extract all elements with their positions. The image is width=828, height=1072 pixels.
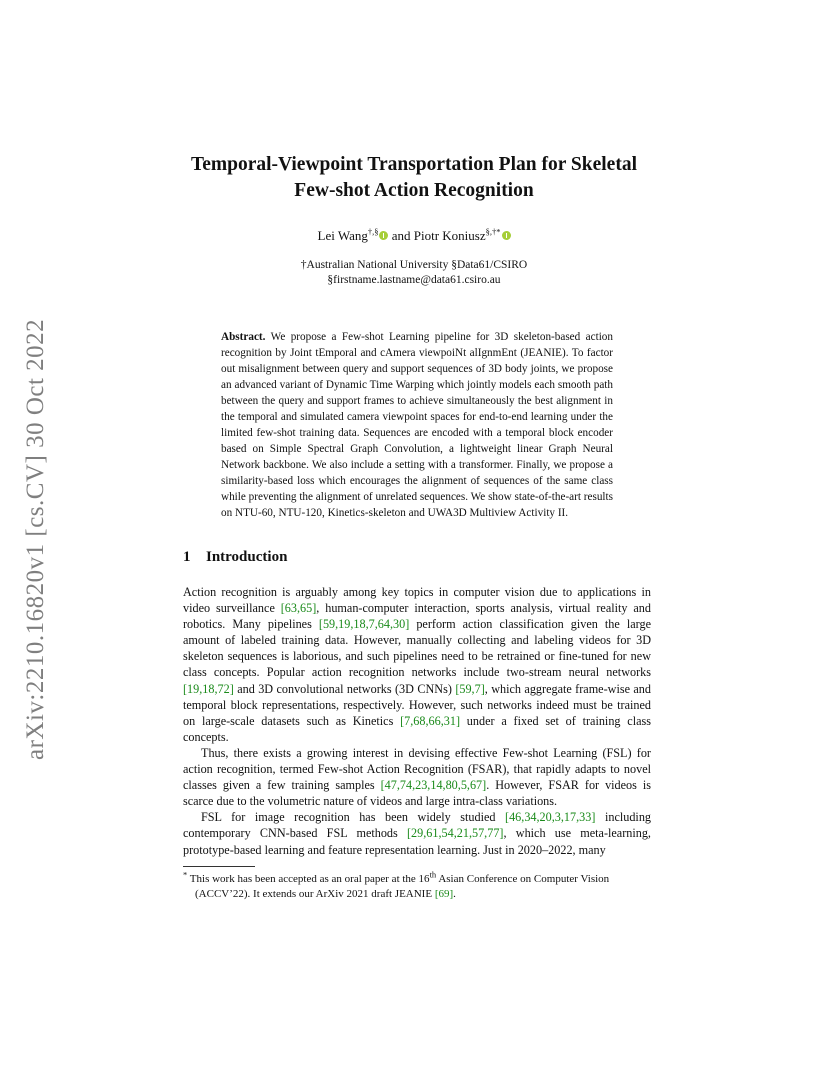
paragraph [183, 745, 651, 809]
abstract-label: Abstract. [221, 331, 266, 343]
citation-link[interactable]: [46,34,20,3,17,33] [505, 810, 596, 825]
text-run: including contemporary CNN-based FSL methods [183, 810, 652, 841]
text-run: under a fixed set of training class concepts. [183, 713, 651, 744]
citation-link[interactable]: [19,18,72] [183, 681, 234, 696]
author-name-2: Piotr Koniusz [413, 228, 486, 243]
body-text [183, 584, 651, 858]
citation-link[interactable]: [59,7] [455, 681, 485, 696]
section-title: Introduction [206, 549, 288, 565]
author-list [150, 228, 678, 244]
arxiv-identifier: arXiv:2210.16820v1 [cs.CV] 30 Oct 2022 [22, 318, 49, 760]
citation-link[interactable]: [47,74,23,14,80,5,67] [380, 778, 487, 793]
text-run: , human-computer interaction, sports analysis, virtual reality and robotics. Many pipelines [183, 601, 651, 632]
text-run: , which aggregate frame-wise and temporal block representations, respectively. However, such networks indeed must be trained on large-scale datasets such as Kinetics [183, 681, 651, 728]
affiliations [150, 258, 678, 288]
footnote-body [183, 869, 651, 902]
affiliation-line: †Australian National University §Data61/CSIRO [300, 259, 528, 271]
text-run: . [453, 888, 456, 900]
citation-link[interactable]: [69] [434, 888, 454, 900]
citation-link[interactable]: [7,68,66,31] [400, 713, 461, 728]
citation-link[interactable]: [29,61,54,21,57,77] [407, 826, 504, 841]
email-line: §firstname.lastname@data61.csiro.au [327, 274, 501, 286]
footnote-mark: * [183, 869, 188, 880]
author-conjunction: and [391, 228, 411, 243]
footnote [183, 869, 651, 902]
section-heading [183, 549, 287, 566]
citation-link[interactable]: [59,19,18,7,64,30] [318, 617, 410, 632]
author-name-1: Lei Wang [317, 228, 368, 243]
author-1-marks: †,§ [367, 226, 379, 237]
abstract [221, 329, 613, 521]
orcid-icon[interactable] [502, 231, 511, 240]
text-run: FSL for image recognition has been widely studied [201, 810, 506, 825]
paragraph [183, 584, 651, 745]
abstract-text: We propose a Few-shot Learning pipeline for 3D skeleton-based action recognition by Joint tEmporal and cAmera viewpoiNt alIgnmEnt (JEANIE). To factor out misalignment between query and support sequences of 3D body joints, we propose an advanced variant of Dynamic Time Warping which jointly models each smooth path between the query and support frames to achieve simultaneously the best alignment in the temporal and simulated camera viewpoint spaces for end-to-end learning under the limited few-shot training data. Sequences are encoded with a temporal block encoder based on Simple Spectral Graph Convolution, a lightweight linear Graph Neural Network backbone. We also include a setting with a transformer. Finally, we propose a similarity-based loss which encourages the alignment of sequences of the same class while preventing the alignment of unrelated sequences. We show state-of-the-art results on NTU-60, NTU-120, Kinetics-skeleton and UWA3D Multiview Activity II. [221, 331, 613, 519]
paragraph [183, 809, 651, 857]
citation-link[interactable]: [63,65] [280, 601, 317, 616]
section-number: 1 [183, 549, 191, 565]
orcid-icon[interactable] [379, 231, 388, 240]
ordinal-suffix: th [429, 869, 437, 880]
text-run: Thus, there exists a growing interest in devising effective Few-shot Learning (FSL) for action recognition, termed Few-shot Action Recognition (FSAR), that rapidly adapts to novel classes given a few training samples [183, 745, 651, 793]
text-run: Action recognition is arguably among key topics in computer vision due to applications in video surveillance [183, 585, 651, 616]
footnote-divider [183, 866, 255, 867]
author-2-marks: §,†* [485, 226, 501, 237]
text-run: and 3D convolutional networks (3D CNNs) [233, 681, 456, 696]
text-run: , which use meta-learning, prototype-based learning and feature representation learning. Just in 2020–2022, many [183, 826, 651, 857]
text-run: Asian Conference on Computer Vision (ACCV’22). It extends our ArXiv 2021 draft JEANIE [195, 873, 610, 900]
title-line-2: Few-shot Action Recognition [294, 180, 534, 201]
paper-title [150, 152, 678, 204]
text-run: perform action classification given the large amount of labeled training data. However, manually collecting and labeling videos for 3D skeleton sequences is laborious, and such pipelines need to be retrained or fine-tuned for new class concepts. Popular action recognition networks include two-stream neural networks [183, 617, 651, 680]
title-line-1: Temporal-Viewpoint Transportation Plan for Skeletal [191, 154, 637, 175]
text-run: . However, FSAR for videos is scarce due to the volumetric nature of videos and large intra-class variations. [183, 778, 651, 809]
text-run: This work has been accepted as an oral paper at the 16 [187, 873, 430, 885]
